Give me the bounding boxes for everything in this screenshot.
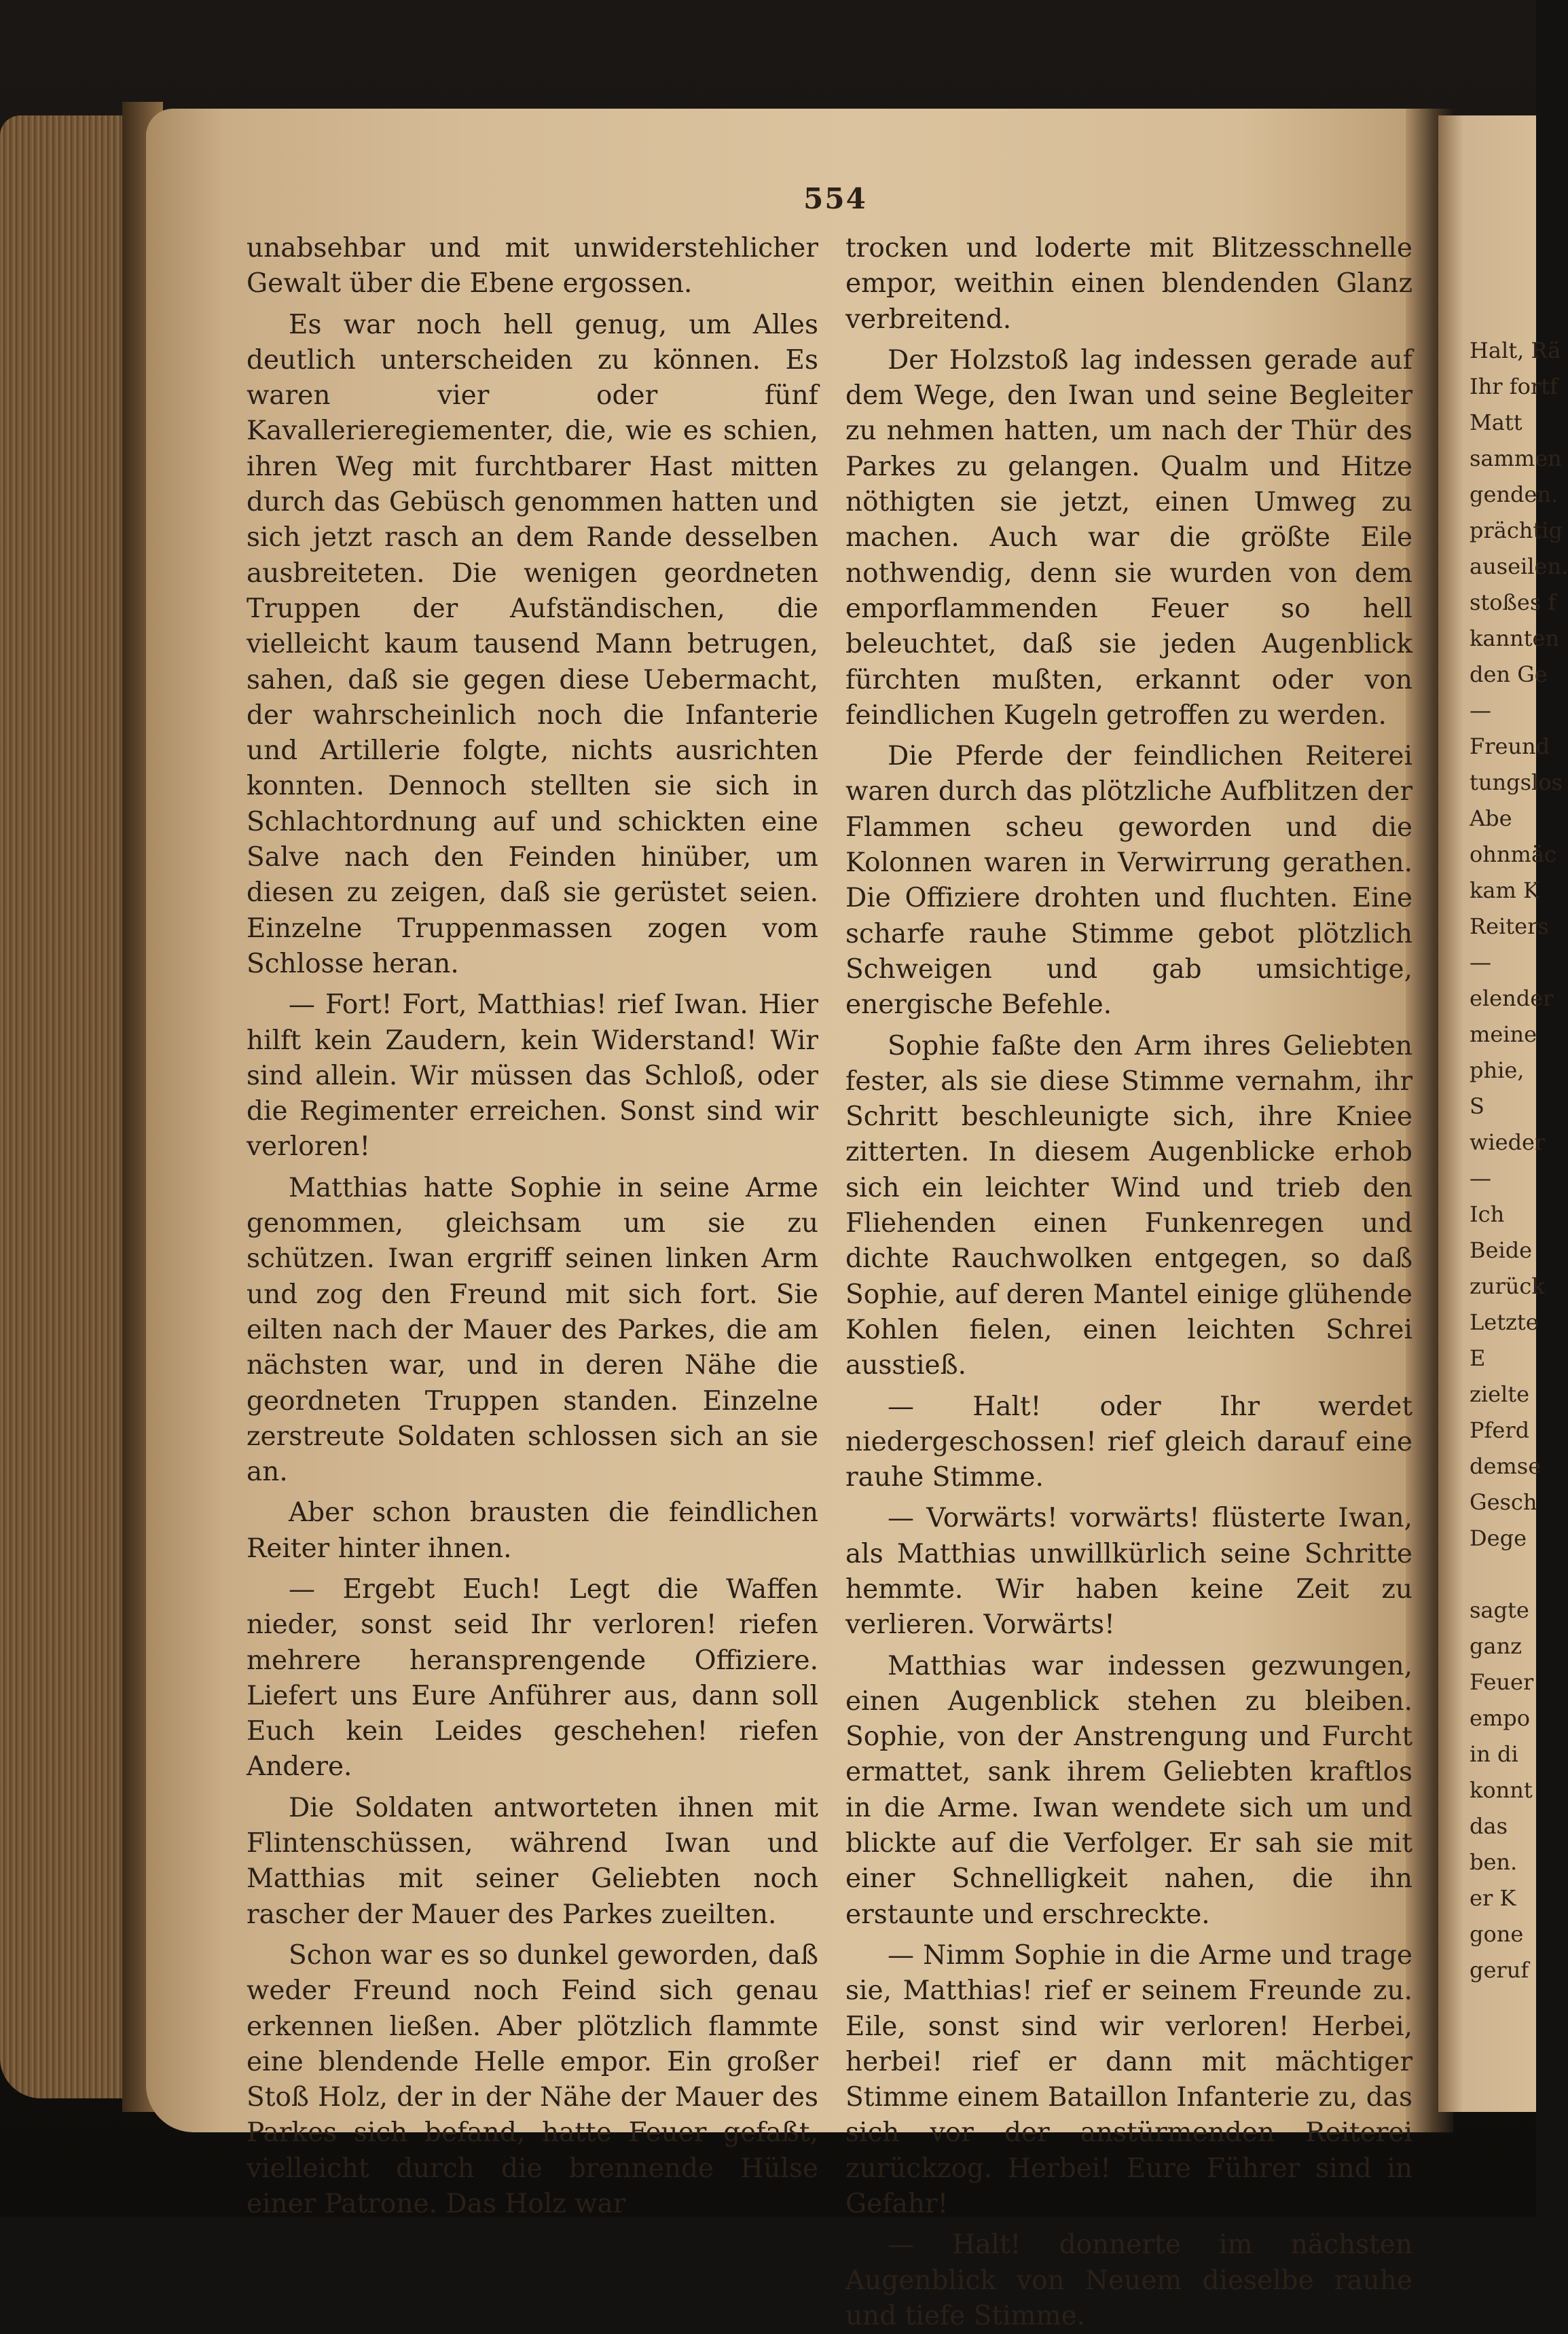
facing-page-line: Ich — [1470, 1201, 1505, 1227]
facing-page-line: er K — [1470, 1885, 1516, 1911]
paragraph: — Vorwärts! vorwärts! flüsterte Iwan, als Matthias unwillkürlich seine Schritte hemmte. Wir haben keine Zeit zu verlieren. Vorwärts! — [845, 1503, 1412, 1641]
facing-page-line: meine — [1470, 1021, 1537, 1047]
facing-page-line: sagte — [1470, 1597, 1529, 1623]
facing-page-line: Feuer — [1470, 1669, 1534, 1695]
facing-page — [1438, 115, 1568, 2112]
facing-page-line: das — [1470, 1813, 1508, 1839]
paragraph: — Halt! oder Ihr werdet niedergeschossen! rief gleich darauf eine rauhe Stimme. — [845, 1391, 1412, 1493]
paragraph: Der Holzstoß lag indessen gerade auf dem Wege, den Iwan und seine Begleiter zu nehmen hatten, um nach der Thür des Parkes zu gelangen. Qualm und Hitze nöthigten sie jetzt, einen Umweg zu machen. Auch war die größte Eile nothwendig, denn sie wurden von dem emporflammenden Feuer so hell beleuchtet, daß sie jeden Augenblick fürchten mußten, erkannt oder von feindlichen Kugeln getroffen zu werden. — [845, 344, 1412, 731]
facing-page-line: empo — [1470, 1705, 1531, 1731]
facing-page-line: gone — [1470, 1921, 1524, 1947]
paragraph: — Halt! donnerte im nächsten Augenblick von Neuem dieselbe rauhe und tiefe Stimme. — [845, 2229, 1412, 2331]
facing-page-line: sammen — [1470, 445, 1562, 471]
facing-page-line: stoßes f — [1470, 589, 1556, 615]
facing-page-line: kam K — [1470, 877, 1539, 903]
paragraph: Aber schon brausten die feindlichen Reiter hinter ihnen. — [247, 1497, 818, 1564]
facing-page-line: tungslos — [1470, 769, 1563, 795]
facing-page-line: in di — [1470, 1741, 1518, 1767]
facing-page-line: prächtig — [1470, 517, 1563, 543]
facing-page-line: genden. — [1470, 481, 1558, 507]
facing-page-line: Dege — [1470, 1525, 1527, 1551]
paragraph: trocken und loderte mit Blitzesschnelle empor, weithin einen blendenden Glanz verbreitend. — [845, 233, 1412, 335]
facing-page-line: konnt — [1470, 1777, 1533, 1803]
facing-page-line: zurück — [1470, 1273, 1545, 1299]
right-text-column — [845, 231, 1412, 2334]
facing-page-line: demse — [1470, 1453, 1542, 1479]
facing-page-line: — — [1470, 949, 1491, 975]
facing-page-line: Pferd — [1470, 1417, 1530, 1443]
facing-page-line: ganz — [1470, 1633, 1523, 1659]
facing-page-line: S — [1470, 1093, 1484, 1119]
paragraph: unabsehbar und mit unwiderstehlicher Gewalt über die Ebene ergossen. — [247, 233, 818, 299]
facing-page-line: den Ge — [1470, 661, 1548, 687]
left-text-column — [247, 231, 818, 2222]
facing-page-line: geruf — [1470, 1957, 1529, 1983]
facing-page-line: Beide — [1470, 1237, 1533, 1263]
paragraph: Matthias hatte Sophie in seine Arme genommen, gleichsam um sie zu schützen. Iwan ergriff seinen linken Arm und zog den Freund mit sich fort. Sie eilten nach der Mauer des Parkes, die am nächsten war, und in deren Nähe die geordneten Truppen standen. Einzelne zerstreute Soldaten schlossen sich an sie an. — [247, 1172, 818, 1488]
facing-page-line: E — [1470, 1345, 1486, 1371]
facing-page-line — [1470, 1556, 1544, 1592]
facing-page-line: kannten — [1470, 625, 1560, 651]
paragraph: Es war noch hell genug, um Alles deutlich unterscheiden zu können. Es waren vier oder fünf Kavallerieregiementer, die, wie es schien, ihren Weg mit furchtbarer Hast mitten durch das Gebüsch genommen hatten und sich jetzt rasch an dem Rande desselben ausbreiteten. Die wenigen geordneten Truppen der Aufständischen, die vielleicht kaum tausend Mann betrugen, sahen, daß sie gegen diese Uebermacht, der wahrscheinlich noch die Infanterie und Artillerie folgte, nichts ausrichten konnten. Dennoch stellten sie sich in Schlachtordnung auf und schickten eine Salve nach den Feinden hinüber, um diesen zu zeigen, daß sie gerüstet seien. Einzelne Truppenmassen zogen vom Schlosse heran. — [247, 309, 818, 979]
paragraph: Die Pferde der feindlichen Reiterei waren durch das plötzliche Aufblitzen der Flammen scheu geworden und die Kolonnen waren in Verwirrung gerathen. Die Offiziere drohten und fluchten. Eine scharfe rauhe Stimme gebot plötzlich Schweigen und gab umsichtige, energische Befehle. — [845, 741, 1412, 1021]
facing-page-line: — — [1470, 1165, 1491, 1191]
paragraph: — Nimm Sophie in die Arme und trage sie, Matthias! rief er seinem Freunde zu. Eile, sonst sind wir verloren! Herbei, herbei! rief er dann mit mächtiger Stimme einem Bataillon Infanterie zu, das sich vor der anstürmenden Reiterei zurückzog. Herbei! Eure Führer sind in Gefahr! — [845, 1939, 1412, 2220]
paragraph: Schon war es so dunkel geworden, daß weder Freund noch Feind sich genau erkennen ließen. Aber plötzlich flammte eine blendende Helle empor. Ein großer Stoß Holz, der in der Nähe der Mauer des Parkes sich befand, hatte Feuer gefaßt, vielleicht durch die brennende Hülse einer Patrone. Das Holz war — [247, 1939, 818, 2220]
facing-page-line: Gesch — [1470, 1489, 1537, 1515]
facing-page-line: phie, — [1470, 1057, 1525, 1083]
page-number: 554 — [803, 182, 867, 215]
facing-page-line: zielte — [1470, 1381, 1530, 1407]
facing-page-line: Freund — [1470, 733, 1550, 759]
facing-page-line: Ihr fortf — [1470, 373, 1558, 399]
facing-page-line: Halt, Rä — [1470, 338, 1561, 363]
paragraph: — Ergebt Euch! Legt die Waffen nieder, sonst seid Ihr verloren! riefen mehrere heransprengende Offiziere. Liefert uns Eure Anführer aus, dann soll Euch kein Leides geschehen! riefen Andere. — [247, 1573, 818, 1783]
facing-page-line: Reiters — [1470, 913, 1549, 939]
facing-page-line: ben. — [1470, 1849, 1518, 1875]
facing-page-text — [1470, 333, 1568, 1988]
facing-page-line: elender — [1470, 985, 1554, 1011]
paragraph: Matthias war indessen gezwungen, einen Augenblick stehen zu bleiben. Sophie, von der Anstrengung und Furcht ermattet, sank ihrem Geliebten kraftlos in die Arme. Iwan wendete sich um und blickte auf die Verfolger. Er sah sie mit einer Schnelligkeit nahen, die ihn erstaunte und erschreckte. — [845, 1650, 1412, 1930]
paragraph: — Fort! Fort, Matthias! rief Iwan. Hier hilft kein Zaudern, kein Widerstand! Wir sind allein. Wir müssen das Schloß, oder die Regimenter erreichen. Sonst sind wir verloren! — [247, 989, 818, 1163]
facing-page-line: Matt — [1470, 409, 1523, 435]
facing-page-line: ohnmäc — [1470, 841, 1556, 867]
facing-page-line: Abe — [1470, 805, 1512, 831]
paragraph: Die Soldaten antworteten ihnen mit Flintenschüssen, während Iwan und Matthias mit seiner Geliebten noch rascher der Mauer des Parkes zueilten. — [247, 1792, 818, 1930]
paragraph: Sophie faßte den Arm ihres Geliebten fester, als sie diese Stimme vernahm, ihr Schritt beschleunigte sich, ihre Kniee zitterten. In diesem Augenblicke erhob sich ein leichter Wind und trieb den Fliehenden einen Funkenregen und dichte Rauchwolken entgegen, so daß Sophie, auf deren Mantel einige glühende Kohlen fielen, einen leichten Schrei ausstieß. — [845, 1030, 1412, 1381]
facing-page-line: — — [1470, 697, 1491, 723]
facing-page-line: wieder — [1470, 1129, 1546, 1155]
facing-page-line: Letzte — [1470, 1309, 1539, 1335]
facing-page-line: auseilen. — [1470, 553, 1568, 579]
